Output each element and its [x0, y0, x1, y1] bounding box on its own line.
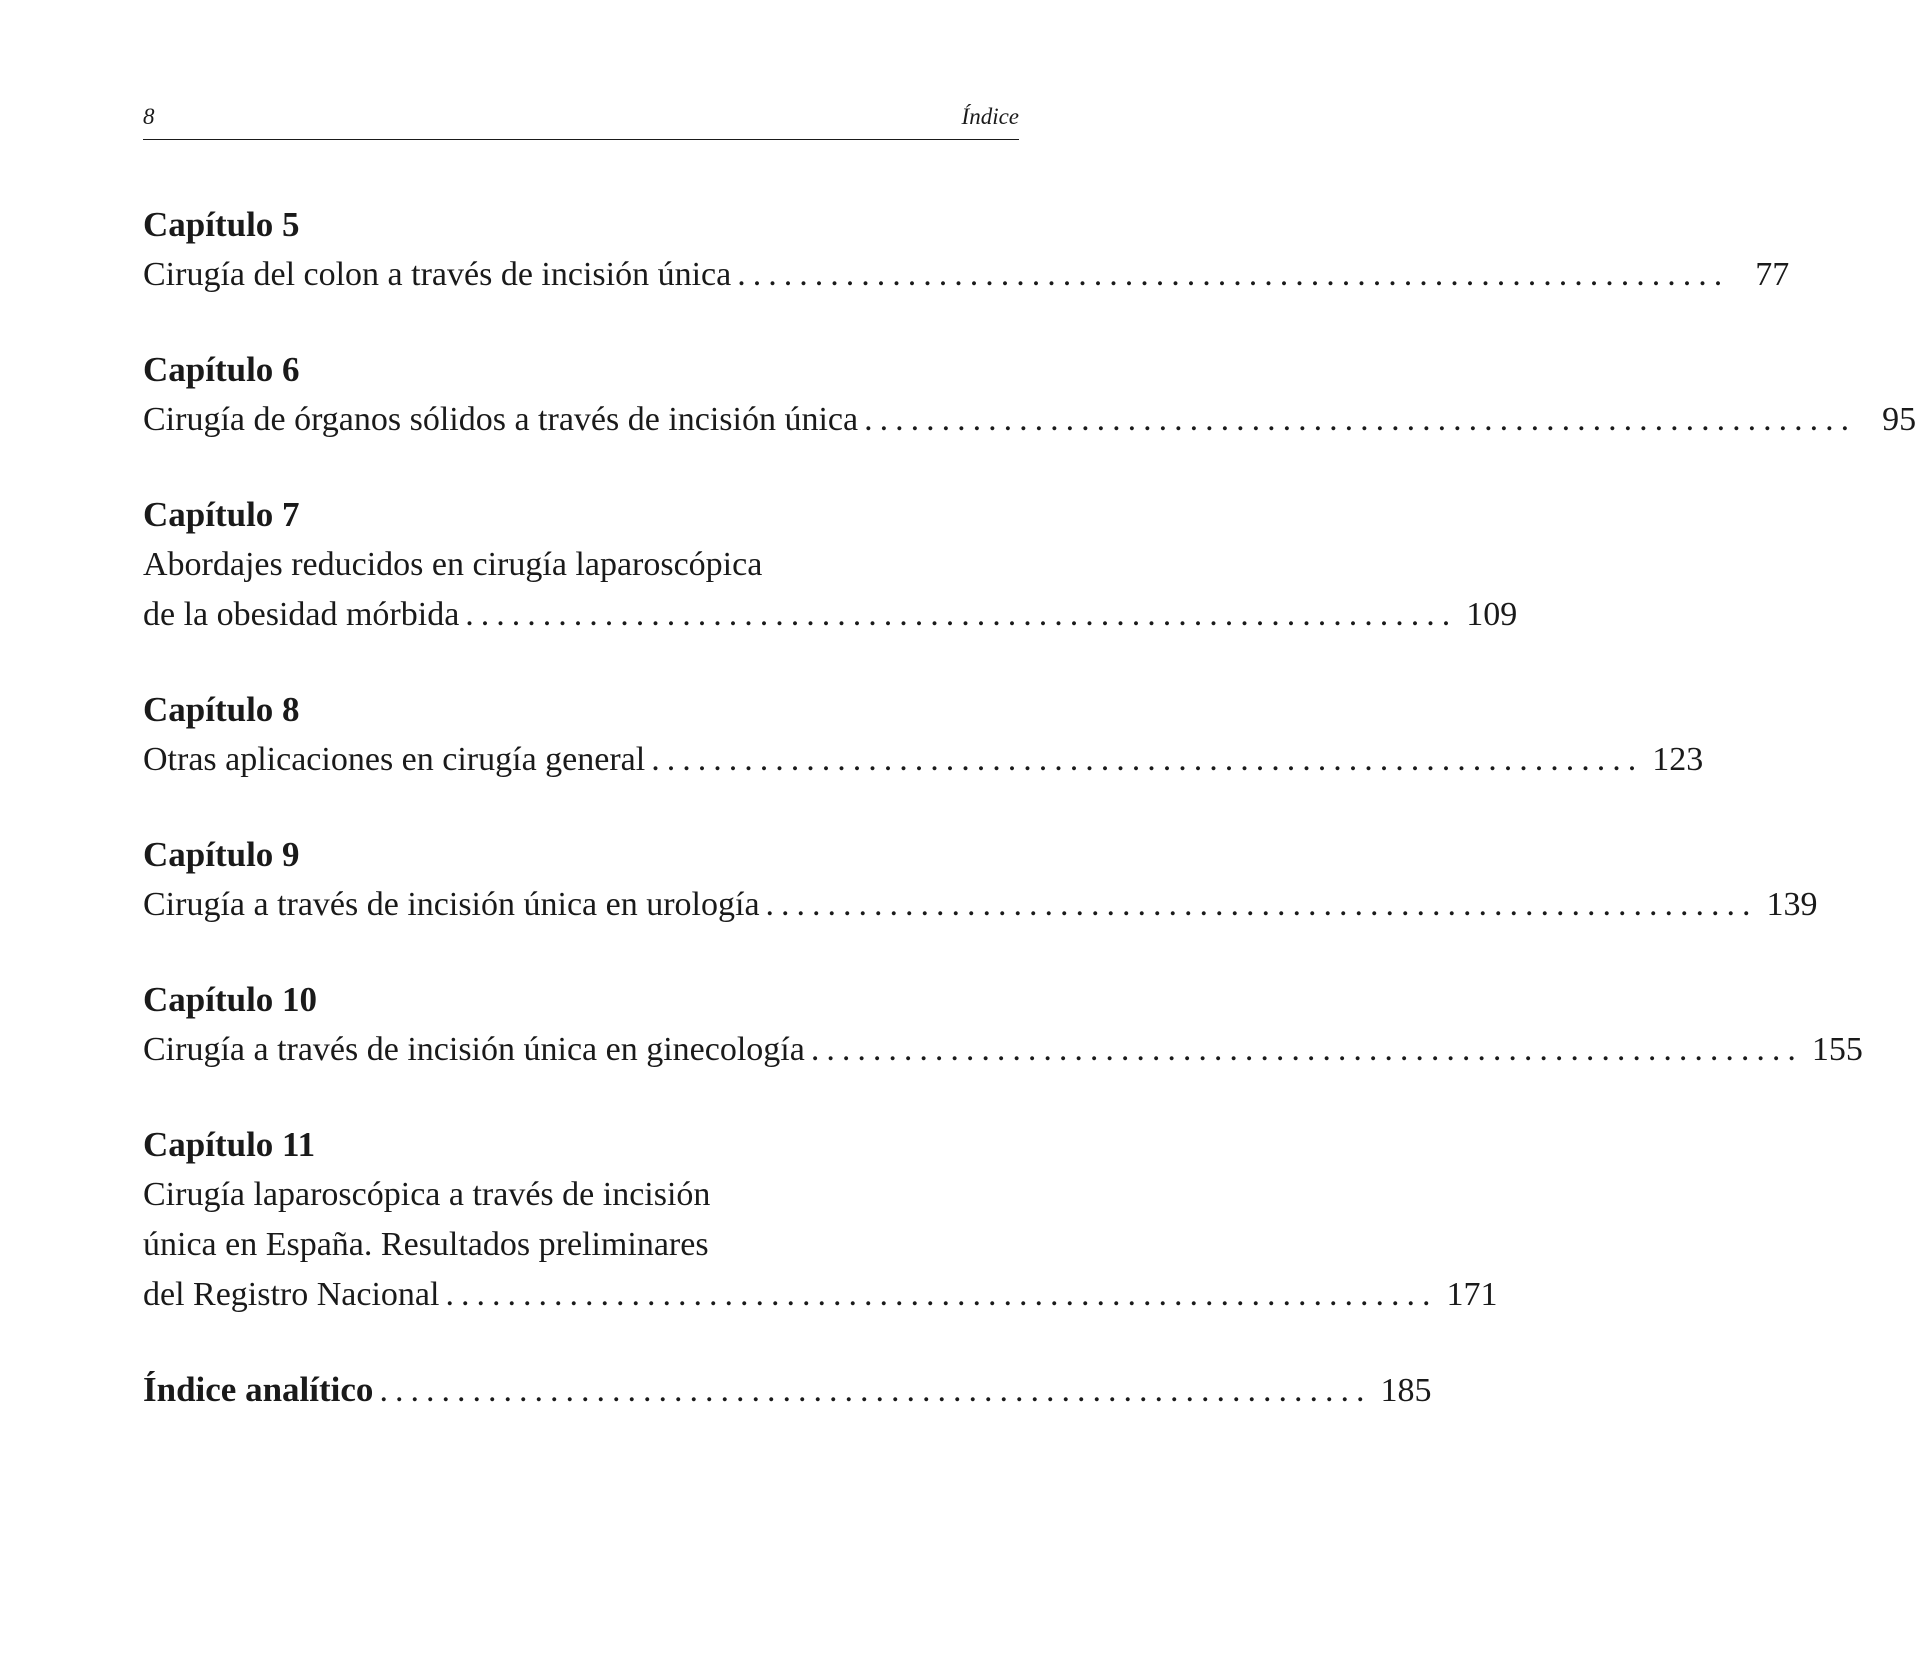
page-reference: 95 [1882, 401, 1916, 438]
page-reference: 109 [1466, 596, 1518, 633]
header-rule [143, 139, 1019, 140]
chapter-label: Capítulo 10 [143, 980, 318, 1019]
toc-leader-line [143, 250, 1790, 300]
page-reference: 171 [1446, 1276, 1498, 1313]
toc-leader-line [143, 1270, 1498, 1320]
running-head-title: Índice [961, 104, 1019, 129]
dot-leader: ................................................................ [445, 1276, 1438, 1313]
toc-leader-line [143, 1025, 1863, 1075]
chapter-label: Capítulo 7 [143, 495, 300, 534]
chapter-label: Capítulo 8 [143, 690, 300, 729]
toc-entry [143, 1120, 1498, 1320]
dot-leader: ................................................................ [379, 1372, 1372, 1409]
index-label: Índice analítico [143, 1370, 374, 1409]
chapter-title-line: Cirugía a través de incisión única en ginecología [143, 1031, 805, 1068]
chapter-label: Capítulo 5 [143, 205, 300, 244]
toc-leader-line [143, 880, 1818, 930]
chapter-title-line: del Registro Nacional [143, 1276, 440, 1313]
chapter-label: Capítulo 6 [143, 350, 300, 389]
page-reference: 155 [1811, 1031, 1863, 1068]
page-reference: 185 [1380, 1372, 1432, 1409]
dot-leader: ................................................................ [864, 401, 1857, 438]
dot-leader: ................................................................ [465, 596, 1458, 633]
chapter-title-line: Otras aplicaciones en cirugía general [143, 741, 646, 778]
page-reference: 123 [1652, 741, 1704, 778]
toc-entry [143, 200, 1790, 300]
toc-entry [143, 345, 1916, 445]
chapter-title-line: Cirugía a través de incisión única en urología [143, 886, 760, 923]
chapter-title-line: Cirugía de órganos sólidos a través de incisión única [143, 401, 859, 438]
dot-leader: ................................................................ [810, 1031, 1803, 1068]
toc-entry [143, 830, 1818, 930]
chapter-label: Capítulo 11 [143, 1125, 316, 1164]
table-of-contents [143, 200, 1916, 1415]
dot-leader: ................................................................ [737, 256, 1730, 293]
index-entry [143, 1365, 1432, 1415]
page-number: 8 [143, 104, 155, 129]
chapter-title-line: única en España. Resultados preliminares [143, 1226, 709, 1263]
chapter-title-line: Cirugía laparoscópica a través de incisión [143, 1176, 711, 1213]
toc-entry [143, 685, 1704, 785]
dot-leader: ................................................................ [651, 741, 1644, 778]
toc-entry [143, 975, 1863, 1075]
chapter-title-line: Abordajes reducidos en cirugía laparoscópica [143, 546, 763, 583]
toc-entry [143, 490, 1518, 640]
toc-leader-line [143, 590, 1518, 640]
chapter-title-line: de la obesidad mórbida [143, 596, 460, 633]
chapter-title-line: Cirugía del colon a través de incisión única [143, 256, 732, 293]
toc-leader-line [143, 395, 1916, 445]
running-head [143, 104, 1019, 138]
toc-leader-line [143, 735, 1704, 785]
dot-leader: ................................................................ [765, 886, 1758, 923]
page-reference: 139 [1766, 886, 1818, 923]
page-reference: 77 [1755, 256, 1790, 293]
chapter-label: Capítulo 9 [143, 835, 300, 874]
